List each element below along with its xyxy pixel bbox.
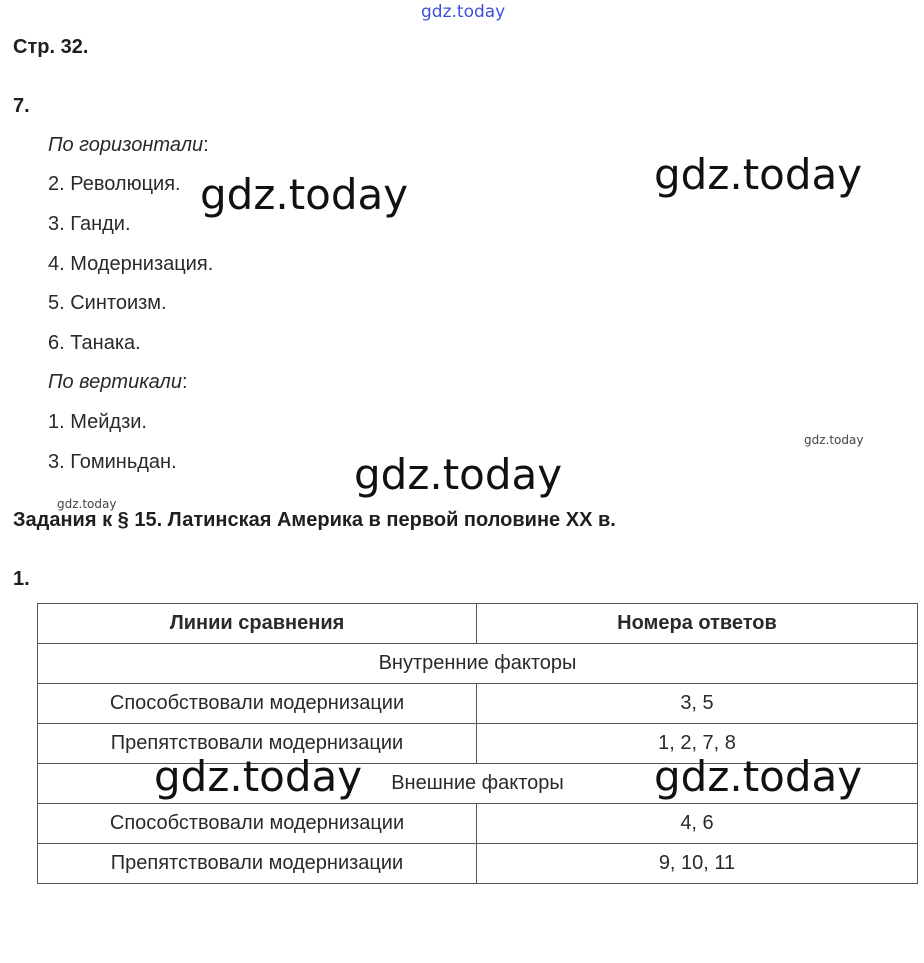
table-row xyxy=(38,804,918,844)
comparison-line: Препятствовали модернизации xyxy=(38,844,477,884)
comparison-line: Способствовали модернизации xyxy=(38,684,477,724)
watermark: gdz.today xyxy=(154,752,363,801)
group-external-factors: Внешние факторы xyxy=(38,764,918,804)
vertical-label-colon: : xyxy=(181,371,188,393)
column-header: Номера ответов xyxy=(477,604,918,644)
watermark-small: gdz.today xyxy=(57,497,117,511)
task-1-number: 1. xyxy=(13,568,30,590)
watermark: gdz.today xyxy=(354,450,563,499)
horizontal-item: 4. Модернизация. xyxy=(48,253,214,275)
column-header: Линии сравнения xyxy=(38,604,477,644)
horizontal-label-text: По горизонтали xyxy=(48,134,204,156)
horizontal-item: 5. Синтоизм. xyxy=(48,292,167,314)
horizontal-item: 3. Ганди. xyxy=(48,213,131,235)
watermark: gdz.today xyxy=(654,150,863,199)
page-reference: Стр. 32. xyxy=(13,36,89,58)
horizontal-item: 6. Танака. xyxy=(48,332,141,354)
horizontal-label-colon: : xyxy=(203,134,209,156)
watermark: gdz.today xyxy=(654,752,863,801)
answer-numbers: 3, 5 xyxy=(477,684,918,724)
horizontal-label xyxy=(48,134,209,157)
vertical-item: 1. Мейдзи. xyxy=(48,411,147,433)
table-group-row xyxy=(38,644,918,684)
section-title: Задания к § 15. Латинская Америка в первой половине XX в. xyxy=(13,509,616,531)
answer-numbers: 4, 6 xyxy=(477,804,918,844)
answer-numbers: 9, 10, 11 xyxy=(477,844,918,884)
watermark: gdz.today xyxy=(200,170,409,219)
table-header-row xyxy=(38,604,918,644)
task-7-number: 7. xyxy=(13,95,30,117)
horizontal-item: 2. Революция. xyxy=(48,173,181,195)
vertical-item: 3. Гоминьдан. xyxy=(48,451,177,473)
table-row xyxy=(38,684,918,724)
comparison-line: Способствовали модернизации xyxy=(38,804,477,844)
comparison-table xyxy=(37,603,918,884)
comparison-line: Препятствовали модернизации xyxy=(38,724,477,764)
table-row xyxy=(38,844,918,884)
vertical-label-text: По вертикали xyxy=(48,371,182,393)
vertical-label xyxy=(48,371,188,394)
watermark-small: gdz.today xyxy=(804,433,864,447)
watermark-top: gdz.today xyxy=(421,2,506,22)
group-internal-factors: Внутренние факторы xyxy=(38,644,918,684)
answer-numbers: 1, 2, 7, 8 xyxy=(477,724,918,764)
